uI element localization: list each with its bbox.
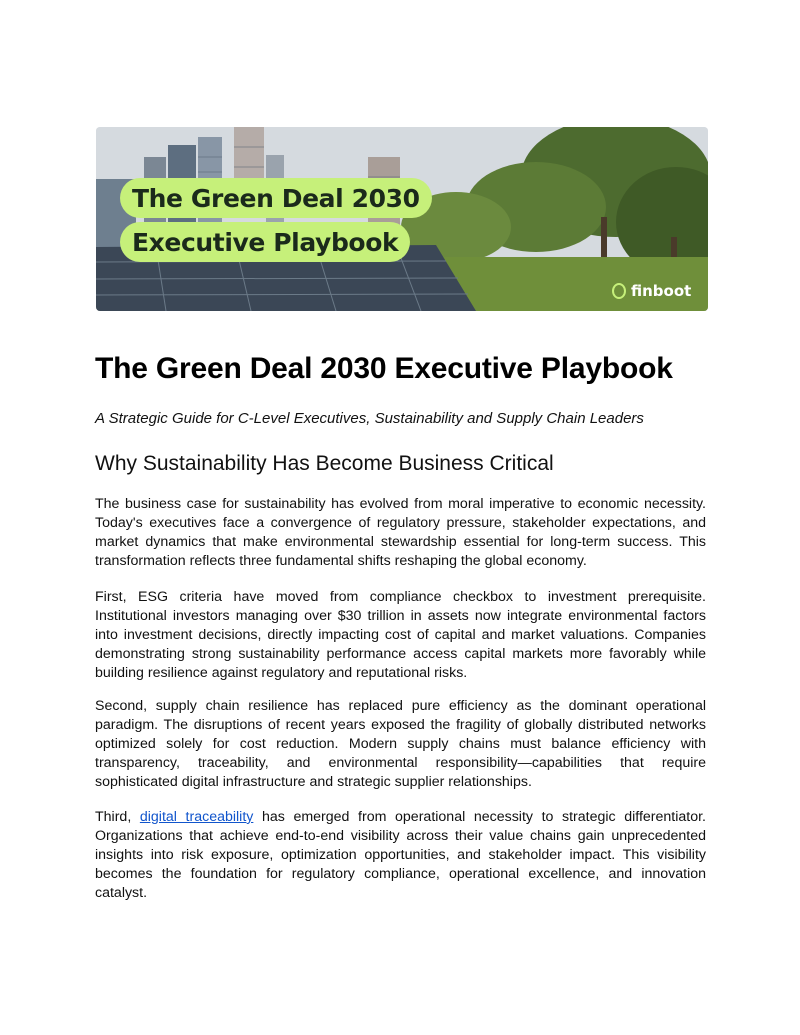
paragraph-2: First, ESG criteria have moved from compliance checkbox to investment prerequisite. Institutional investors managing over $30 trillion in assets now integrate environmental factors into investment decisions, directly impacting cost of capital and market valuations. Companies demonstrating strong sustainability performance access capital markets more favorably while building resilience against regulatory and reputational risks. <box>95 589 706 681</box>
finboot-logo <box>612 282 691 300</box>
subtitle: A Strategic Guide for C-Level Executives, Sustainability and Supply Chain Leaders <box>95 410 644 427</box>
paragraph-4-prefix: Third, <box>95 809 140 825</box>
paragraph-4-suffix: has emerged from operational necessity to strategic differentiator. Organizations that achieve end-to-end visibility across their value chains gain unprecedented insights into risk exposure, optimization opportunities, and stakeholder impact. This visibility becomes the foundation for regulatory compliance, operational excellence, and innovation catalyst. <box>95 809 706 901</box>
banner-title-line1: The Green Deal 2030 <box>120 178 432 218</box>
paragraph-4 <box>95 808 706 903</box>
page-title: The Green Deal 2030 Executive Playbook <box>95 352 673 385</box>
paragraph-1: The business case for sustainability has evolved from moral imperative to economic necessity. Today's executives face a convergence of regulatory pressure, stakeholder expectations, and market dynamics that make environmental stewardship essential for long-term success. This transformation reflects three fundamental shifts reshaping the global economy. <box>95 496 706 569</box>
brand-name: finboot <box>631 282 692 300</box>
finboot-ring-icon <box>612 283 626 299</box>
digital-traceability-link[interactable]: digital traceability <box>139 809 254 825</box>
banner-title-line2: Executive Playbook <box>120 222 410 262</box>
section-heading: Why Sustainability Has Become Business Critical <box>95 452 554 475</box>
paragraph-3: Second, supply chain resilience has replaced pure efficiency as the dominant operational paradigm. The disruptions of recent years exposed the fragility of globally distributed networks optimized solely for cost reduction. Modern supply chains must balance efficiency with transparency, traceability, and environmental responsibility—capabilities that require sophisticated digital infrastructure and strategic supplier relationships. <box>95 698 706 790</box>
